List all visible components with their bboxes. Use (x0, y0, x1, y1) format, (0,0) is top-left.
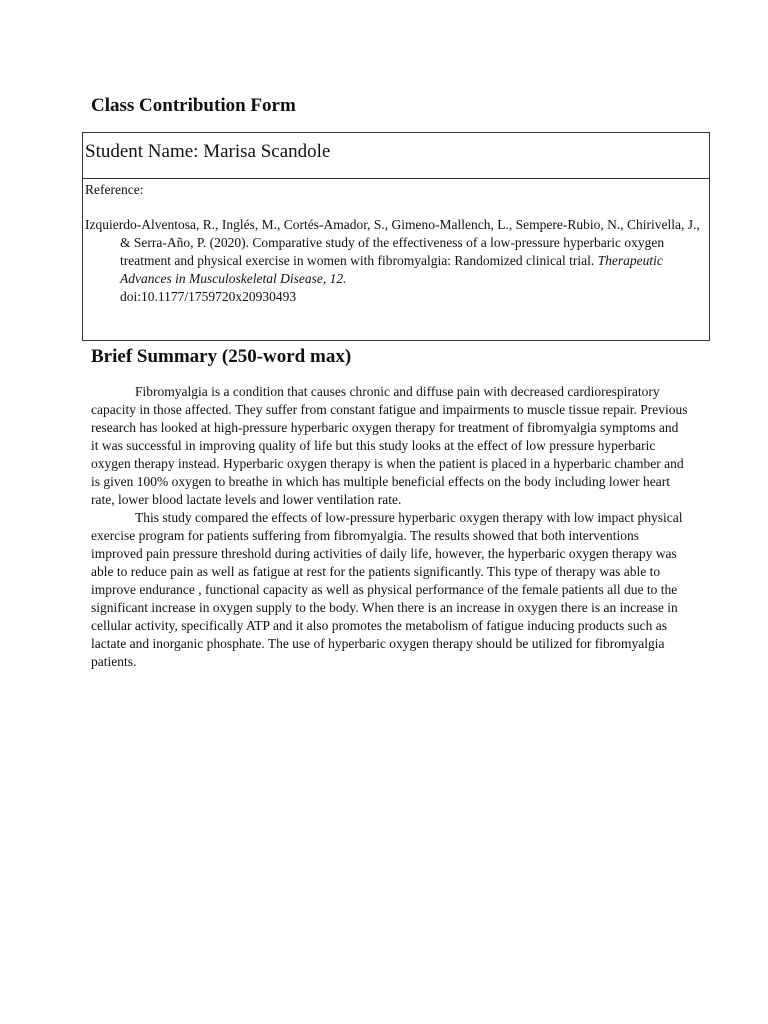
form-title: Class Contribution Form (91, 95, 296, 116)
reference-citation (83, 216, 709, 306)
citation-text: Izquierdo-Alventosa, R., Inglés, M., Cortés-Amador, S., Gimeno-Mallench, L., Sempere-Rubio, N., Chirivella, J., & Serra-Año, P. (2020). Comparative study of the effectiveness of a low-pressure hyperbaric oxygen treatment and physical exercise in women with fibromyalgia: Randomized clinical trial. (85, 217, 700, 268)
student-name-row (83, 133, 709, 179)
reference-table (82, 132, 710, 341)
summary-paragraph-1: Fibromyalgia is a condition that causes chronic and diffuse pain with decreased cardiorespiratory capacity in those affected. They suffer from constant fatigue and impairments to muscle tissue repair. Previous research has looked at high-pressure hyperbaric oxygen therapy for treatment of fibromyalgia symptoms and it was successful in improving quality of life but this study looks at the effect of low pressure hyperbaric oxygen therapy instead. Hyperbaric oxygen therapy is when the patient is placed in a hyperbaric chamber and is given 100% oxygen to breathe in which has multiple beneficial effects on the body including lower heart rate, lower blood lactate levels and lower ventilation rate. (91, 384, 688, 507)
summary-body (91, 383, 689, 671)
student-name-value: Marisa Scandole (203, 141, 331, 162)
reference-label: Reference: (85, 182, 144, 197)
reference-cell (83, 179, 709, 306)
citation-journal: Therapeutic Advances in Musculoskeletal Disease, 12. (120, 253, 663, 286)
summary-heading: Brief Summary (250-word max) (91, 346, 352, 367)
citation-doi: doi:10.1177/1759720x20930493 (120, 289, 297, 304)
summary-paragraph-2: This study compared the effects of low-pressure hyperbaric oxygen therapy with low impact physical exercise program for patients suffering from fibromyalgia. The results showed that both interventions improved pain pressure threshold during activities of daily life, however, the hyperbaric oxygen therapy was able to reduce pain as well as fatigue at rest for the patients significantly. This type of therapy was able to improve endurance , functional capacity as well as physical performance of the female patients all due to the significant increase in oxygen supply to the body. When there is an increase in oxygen there is an increase in cellular activity, specifically ATP and it also promotes the metabolism of fatigue inducing products such as lactate and inorganic phosphate. The use of hyperbaric oxygen therapy should be utilized for fibromyalgia patients. (91, 510, 683, 669)
student-name-label: Student Name: (85, 141, 199, 162)
student-name-line (85, 140, 709, 164)
